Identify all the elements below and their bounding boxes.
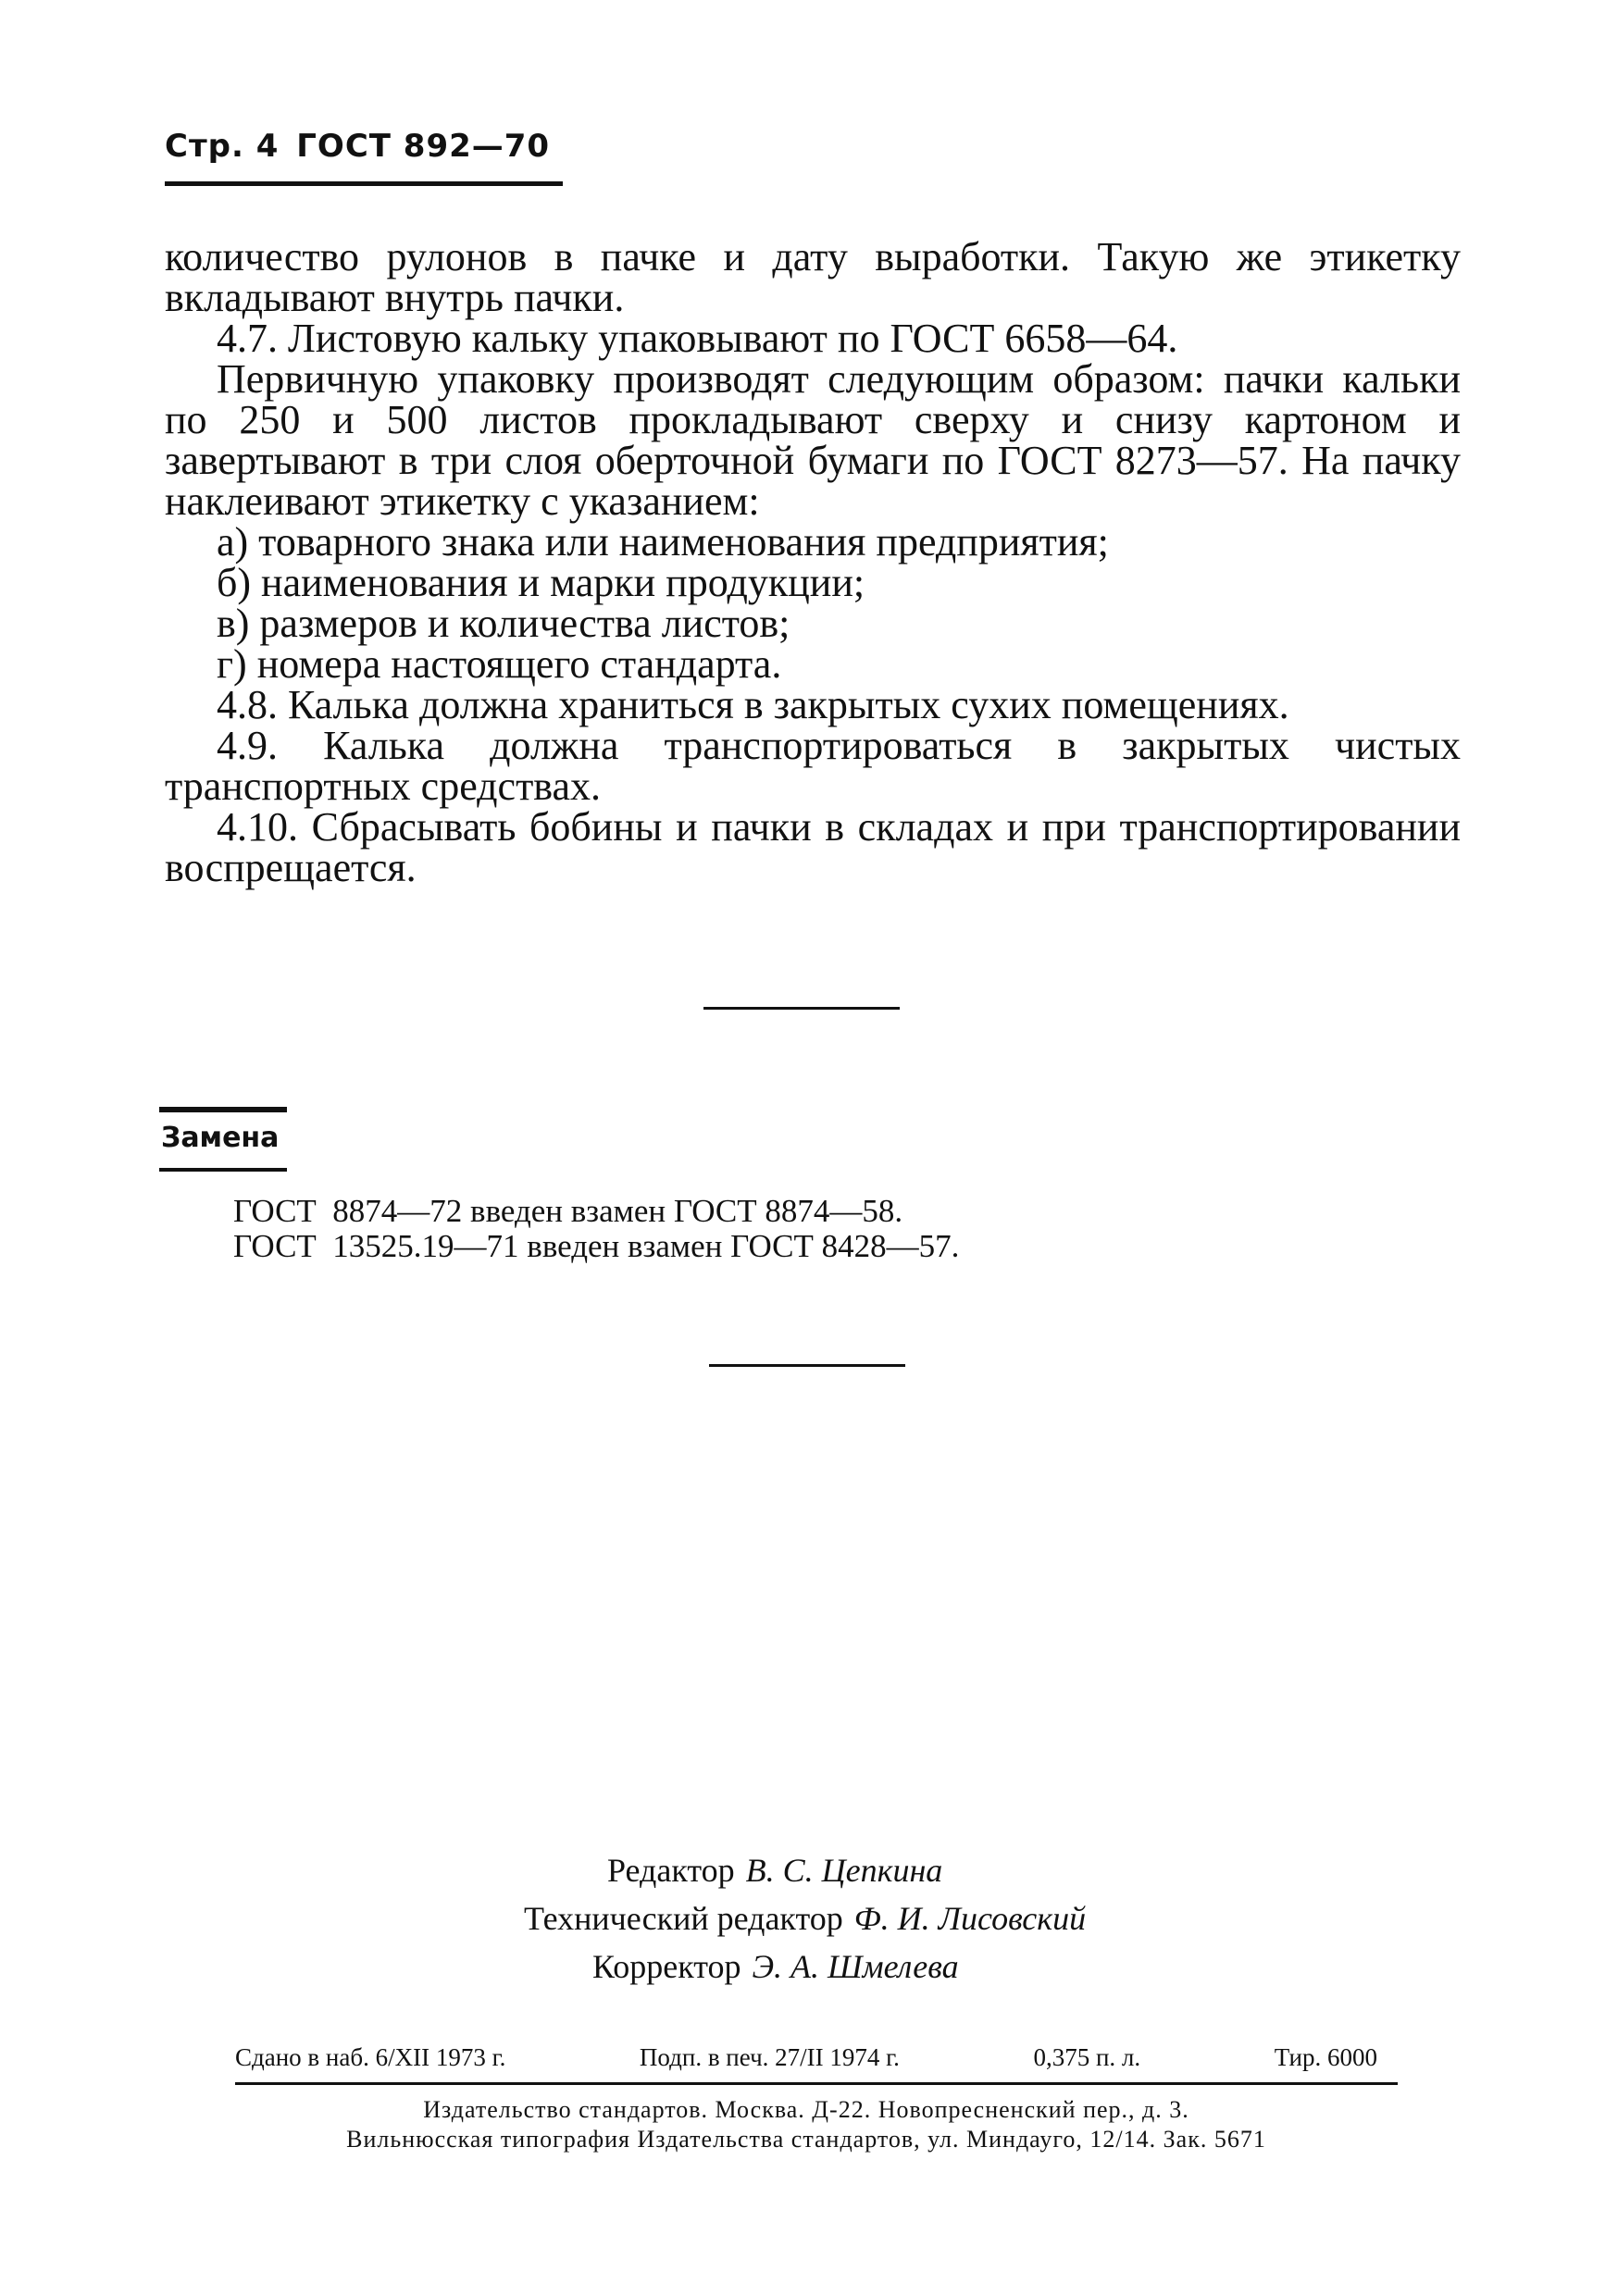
tech-editor-name: Ф. И. Лисовский	[853, 1900, 1087, 1937]
replacement-rule-top	[159, 1107, 287, 1112]
publisher-info	[235, 2095, 1377, 2154]
editor-role: Редактор	[607, 1852, 735, 1889]
label-item-a: а) товарного знака или наименования предприятия;	[217, 519, 1109, 565]
replacement-heading: Замена	[161, 1122, 280, 1154]
submitted-date: Сдано в наб. 6/XII 1973 г.	[235, 2043, 506, 2071]
proofreader-credit	[592, 1947, 959, 1986]
replacement-list	[233, 1194, 959, 1264]
imprint-rule	[235, 2082, 1398, 2085]
standard-number: ГОСТ 892—70	[296, 128, 551, 165]
print-run: Тир. 6000	[1274, 2043, 1377, 2071]
replacement-line: ГОСТ 8874—72 введен взамен ГОСТ 8874—58.	[233, 1193, 903, 1229]
page-header	[165, 128, 550, 165]
editor-credit	[607, 1851, 942, 1890]
proofreader-role: Корректор	[592, 1948, 741, 1985]
header-rule	[165, 181, 563, 186]
printed-sheets: 0,375 п. л.	[1033, 2043, 1141, 2071]
publisher-line: Издательство стандартов. Москва. Д-22. Новопресненский пер., д. 3.	[423, 2096, 1189, 2123]
tech-editor-credit	[524, 1899, 1086, 1938]
separator-rule	[703, 1007, 900, 1010]
paragraph-continuation: количество рулонов в пачке и дату выработки. Такую же этикетку	[165, 234, 1461, 279]
editor-name: В. С. Цепкина	[745, 1852, 943, 1889]
replacement-rule-bottom	[159, 1168, 287, 1172]
clause-4-9: 4.9. Калька должна транспортироваться в закрытых чистых транспортных средствах.	[165, 723, 1461, 809]
proofreader-name: Э. А. Шмелева	[752, 1948, 959, 1985]
imprint-line	[235, 2043, 1377, 2072]
separator-rule	[709, 1364, 905, 1367]
signed-date: Подп. в печ. 27/II 1974 г.	[639, 2043, 900, 2071]
printer-line: Вильнюсская типография Издательства стандартов, ул. Миндауго, 12/14. Зак. 5671	[346, 2126, 1266, 2153]
clause-4-7: 4.7. Листовую кальку упаковывают по ГОСТ 6658—64.	[217, 316, 1178, 361]
main-text	[165, 234, 1461, 890]
label-item-v: в) размеров и количества листов;	[217, 601, 790, 646]
clause-4-8: 4.8. Калька должна храниться в закрытых сухих помещениях.	[217, 682, 1289, 727]
packaging-paragraph: Первичную упаковку производят следующим образом: пачки кальки по 250 и 500 листов прокладывают сверху и снизу картоном и завертывают в три слоя оберточной бумаги по ГОСТ 8273—57. На пачку наклеивают этикетку с указанием:	[165, 356, 1461, 524]
paragraph-continuation-end: вкладывают внутрь пачки.	[165, 275, 625, 320]
clause-4-10: 4.10. Сбрасывать бобины и пачки в складах и при транспортировании воспрещается.	[165, 804, 1461, 890]
tech-editor-role: Технический редактор	[524, 1900, 843, 1937]
replacement-line: ГОСТ 13525.19—71 введен взамен ГОСТ 8428—57.	[233, 1228, 960, 1264]
page-number: Стр. 4	[165, 128, 280, 165]
label-item-b: б) наименования и марки продукции;	[217, 560, 865, 605]
label-item-g: г) номера настоящего стандарта.	[217, 641, 782, 687]
